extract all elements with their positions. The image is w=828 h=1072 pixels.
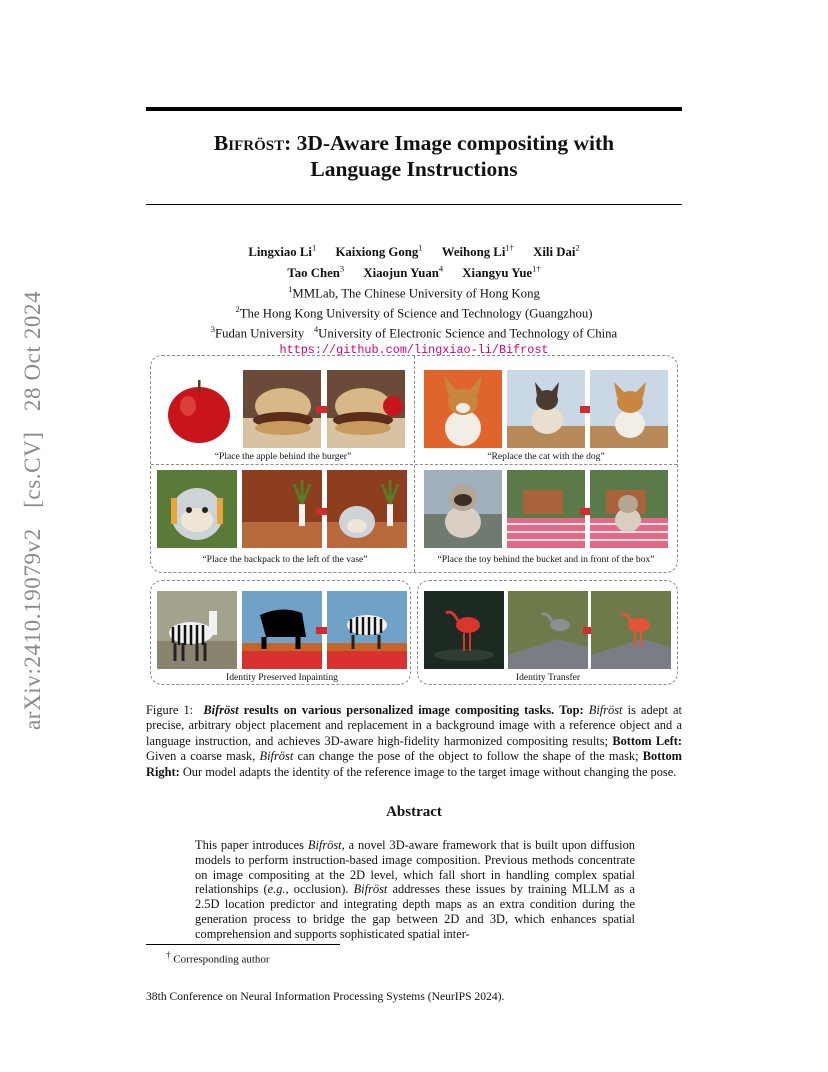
toy-image [424,470,502,548]
arxiv-id: arXiv:2410.19079v2 [20,528,45,730]
affiliation: $^1$MMLab, The Chinese University of Hong Kong [288,283,540,300]
dog-result-image [590,370,668,448]
affiliation: $^3$Fudan University $^4$University of Electronic Science and Technology of China [210,324,618,341]
ibis-transfer-result-image [591,591,671,669]
caption-dog: “Replace the cat with the dog” [487,451,605,462]
caption-transfer: Identity Transfer [515,672,581,683]
caption-apple: “Place the apple behind the burger” [214,451,352,462]
footnote: † Corresponding author [166,950,270,966]
arxiv-category: [cs.CV] [20,431,45,508]
ibis-reference-image [424,591,504,669]
backpack-image [157,470,237,548]
abstract-text: This paper introduces Bifröst, a novel 3D-aware framework that is built upon diffusion models to perform instruction-based image composition. Previous methods concentrate on image compositing at the 2D level, which fall short in handling complex spatial relationships (e.g., occlusion). Bifröst addresses these issues by training MLLM as a 2.5D location predictor and integrating depth maps as an extra condition during the generation process to bridge the gap between 2D and 3D, which enhances spatial comprehension and supports sophisticated spatial inter- [195,838,636,941]
arxiv-stamp [20,270,46,730]
toy-result-image [590,470,668,548]
title-top-rule [146,107,682,111]
zebra-inpainting-result-image [327,591,407,669]
author: Xili Dai$^2$ [533,243,580,260]
venue-line: 38th Conference on Neural Information Processing Systems (NeurIPS 2024). [146,990,505,1003]
author-row-2 [146,260,682,280]
bucket-background-image [507,470,585,548]
zebra-reference-image [157,591,237,669]
title-line2: Language Instructions [310,157,518,181]
title-line1: : 3D-Aware Image compositing with [284,131,615,155]
author: Lingxiao Li$^1$ [248,243,317,260]
affiliation: $^2$The Hong Kong University of Science and Technology (Guangzhou) [235,303,593,321]
github-link[interactable]: https://github.com/lingxiao-li/Bifrost [279,343,549,358]
author: Xiaojun Yuan$^4$ [363,263,444,280]
arxiv-date: 28 Oct 2024 [20,290,45,412]
vase-background-image [242,470,322,548]
apple-image [160,370,238,448]
burger-result-image [327,370,405,448]
backpack-result-image [327,470,407,548]
heron-background-image [508,591,588,669]
figure-top-horizontal-divider [151,464,677,465]
title-bottom-rule [146,204,682,205]
dog-image [424,370,502,448]
cat-background-image [507,370,585,448]
caption-backpack: “Place the backpack to the left of the vase” [202,554,368,565]
abstract-heading: Abstract [386,804,442,820]
author-row-1 [146,240,682,260]
footnote-rule [146,944,340,945]
figure-caption: Figure 1: Bifröst results on various personalized image compositing tasks. Top: Bifröst is adept at precise, arbitrary object placement and replacement in a background image with a reference object and a language instruction, and achieves 3D-aware high-fidelity harmonized compositing results; Bottom Left: Given a coarse mask, Bifröst can change the pose of the object to follow the shape of the mask; Bottom Right: Our model adapts the identity of the reference image to the target image without changing the pose. [146,703,682,779]
authors-block [146,240,682,358]
author: Tao Chen$^3$ [287,263,345,280]
caption-toy: “Place the toy behind the bucket and in front of the box” [437,554,655,565]
author: Kaixiong Gong$^1$ [335,243,423,260]
paper-title [146,130,682,182]
title-name: Bifröst [213,131,285,155]
burger-background-image [243,370,321,448]
caption-inpainting: Identity Preserved Inpainting [226,672,338,683]
author: Xiangyu Yue$^{1\dagger}$ [462,263,541,280]
mask-background-image [242,591,322,669]
author: Weihong $Li^{1\dagger}$ [441,243,514,260]
